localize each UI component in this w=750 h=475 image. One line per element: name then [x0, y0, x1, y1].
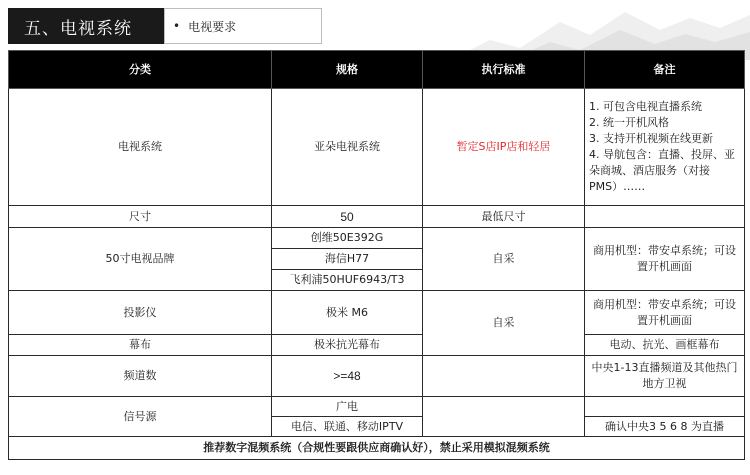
column-header: 执行标准 — [423, 51, 585, 89]
column-header: 分类 — [9, 51, 272, 89]
note-cell: 中央1-13直播频道及其他热门地方卫视 — [585, 356, 745, 397]
standard-cell: 暂定S店IP店和轻居 — [423, 89, 585, 206]
bullet-icon: • — [173, 19, 181, 33]
table-row — [9, 89, 745, 206]
note-cell — [585, 397, 745, 417]
section-title: 五、电视系统 — [8, 8, 164, 44]
note-cell: 商用机型：带安卓系统；可设置开机画面 — [585, 228, 745, 291]
footer-note: 推荐数字混频系统（合规性要跟供应商确认好），禁止采用模拟混频系统 — [9, 437, 745, 460]
standard-cell: 自采 — [423, 291, 585, 356]
note-item: 4. 导航包含：直播、投屏、亚朵商城、酒店服务（对接PMS）…… — [589, 148, 735, 193]
column-header: 备注 — [585, 51, 745, 89]
standard-cell — [423, 356, 585, 397]
table-row — [9, 228, 745, 249]
spec-cell: 极米 M6 — [272, 291, 423, 335]
category-cell: 电视系统 — [9, 89, 272, 206]
table-row — [9, 291, 745, 335]
category-cell: 幕布 — [9, 335, 272, 356]
category-cell: 尺寸 — [9, 206, 272, 228]
table-row — [9, 206, 745, 228]
table-row — [9, 335, 745, 356]
note-item: 2. 统一开机风格 — [589, 116, 669, 129]
table-row — [9, 397, 745, 417]
tv-requirements-table — [8, 50, 745, 460]
table-header-row — [9, 51, 745, 89]
subtitle-text: 电视要求 — [188, 19, 237, 34]
note-cell: 商用机型：带安卓系统；可设置开机画面 — [585, 291, 745, 335]
standard-cell: 最低尺寸 — [423, 206, 585, 228]
table-footer-row — [9, 437, 745, 460]
standard-cell: 自采 — [423, 228, 585, 291]
standard-cell — [423, 397, 585, 437]
category-cell: 频道数 — [9, 356, 272, 397]
spec-cell: 飞利浦50HUF6943/T3 — [272, 270, 423, 291]
table-row — [9, 356, 745, 397]
note-cell — [585, 206, 745, 228]
section-subtitle — [164, 8, 322, 44]
spec-cell: 电信、联通、移动IPTV — [272, 417, 423, 437]
note-item: 1. 可包含电视直播系统 — [589, 100, 702, 113]
spec-cell: 亚朵电视系统 — [272, 89, 423, 206]
category-cell: 信号源 — [9, 397, 272, 437]
category-cell: 50寸电视品牌 — [9, 228, 272, 291]
spec-cell: 海信H77 — [272, 249, 423, 270]
spec-cell: 广电 — [272, 397, 423, 417]
spec-cell: 极米抗光幕布 — [272, 335, 423, 356]
note-cell: 确认中央3 5 6 8 为直播 — [585, 417, 745, 437]
spec-cell: >=48 — [272, 356, 423, 397]
spec-cell: 50 — [272, 206, 423, 228]
note-item: 3. 支持开机视频在线更新 — [589, 132, 713, 145]
note-cell — [585, 89, 745, 206]
note-cell: 电动、抗光、画框幕布 — [585, 335, 745, 356]
column-header: 规格 — [272, 51, 423, 89]
spec-cell: 创维50E392G — [272, 228, 423, 249]
category-cell: 投影仪 — [9, 291, 272, 335]
